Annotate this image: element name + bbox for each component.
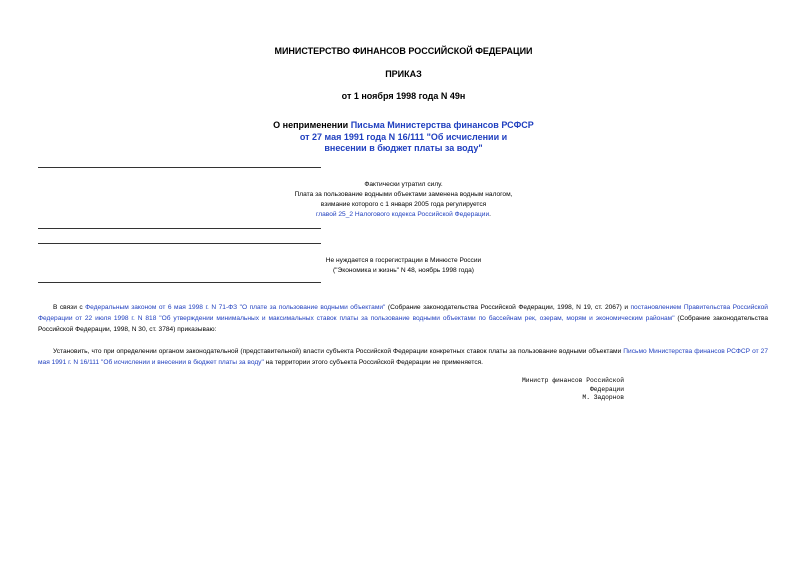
divider (38, 282, 321, 283)
status-note-line: взимание которого с 1 января 2005 года регулируется (320, 201, 487, 208)
paragraph-text: (Собрание законодательства Российской Федерации, 1998, N 19, ст. 2067) и (385, 304, 631, 311)
signature-line: Федерации (589, 385, 624, 393)
divider (38, 243, 321, 244)
doc-type-heading: ПРИКАЗ (385, 69, 422, 79)
government-decree-link[interactable]: постановлением Правительства Российской Федерации от 22 июля 1998 г. N 818 "Об утверждении минимальных и максимальных ставок платы за пользование водными объектами по бассейнам рек, озерам, морям и экономическим районам" (38, 304, 768, 322)
minfin-letter-link[interactable]: Письмо Министерства финансов РСФСР от 27 мая 1991 г. N 16/111 "Об исчислении и внесении в бюджет платы за воду" (38, 348, 768, 366)
tax-code-link[interactable]: главой 25_2 Налогового кодекса Российской Федерации (316, 211, 490, 218)
registration-note-line: ("Экономика и жизнь" N 48, ноябрь 1998 года) (332, 267, 474, 274)
status-note-end: . (489, 211, 491, 218)
paragraph-text: на территории этого субъекта Российской Федерации не применяется. (263, 359, 484, 366)
status-note-line: Фактически утратил силу. (364, 181, 443, 188)
paragraph-2 (38, 346, 768, 368)
paragraph-1 (38, 302, 768, 335)
status-note (230, 180, 577, 220)
signature-line: М. Задорнов (582, 394, 624, 401)
divider (38, 228, 321, 229)
signature-block (500, 377, 624, 403)
status-note-line (230, 210, 577, 220)
title-link-line-1[interactable]: Письма Министерства финансов РСФСР (350, 120, 534, 130)
federal-law-link[interactable]: Федеральным законом от 6 мая 1998 г. N 71-ФЗ "О плате за пользование водными объектами" (85, 304, 386, 311)
title-link-line-2[interactable]: от 27 мая 1991 года N 16/111 "Об исчислении и (299, 131, 508, 142)
title-link-line-3[interactable]: внесении в бюджет платы за воду" (324, 143, 483, 153)
document-title (0, 120, 807, 155)
date-number-heading: от 1 ноября 1998 года N 49н (341, 91, 466, 101)
status-note-line: Плата за пользование водными объектами заменена водным налогом, (294, 191, 513, 198)
title-prefix: О неприменении (273, 120, 351, 130)
divider (38, 167, 321, 168)
ministry-heading: МИНИСТЕРСТВО ФИНАНСОВ РОССИЙСКОЙ ФЕДЕРАЦИИ (274, 46, 533, 56)
signature-line: Министр финансов Российской (521, 377, 624, 384)
registration-note-line: Не нуждается в госрегистрации в Минюсте России (325, 257, 482, 264)
paragraph-text: (Собрание законодательства Российской Федерации, 1998, N 30, ст. 3784) приказываю: (38, 315, 768, 333)
paragraph-text: В связи с (53, 304, 86, 311)
paragraph-text: Установить, что при определении органом законодательной (представительной) власти субъекта Российской Федерации конкретных ставок платы за пользование водными объектами (53, 348, 624, 355)
registration-note (230, 256, 577, 276)
